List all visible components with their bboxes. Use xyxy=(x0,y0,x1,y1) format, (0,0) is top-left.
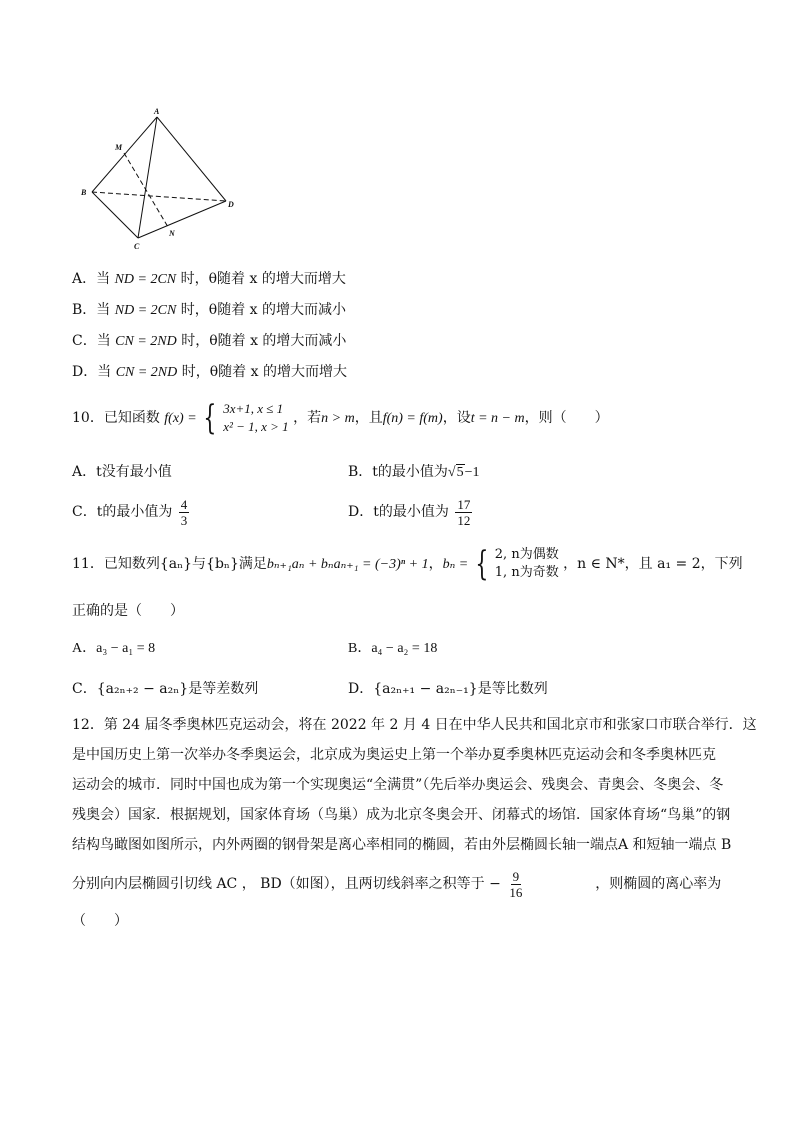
q10-lead: 10．已知函数 xyxy=(72,410,160,426)
q10-case-1: 3x+1, x ≤ 1 xyxy=(223,401,284,416)
q9-option-d-letter: D．当 xyxy=(72,364,112,380)
q10-option-b: B．t的最小值为√5−1 xyxy=(348,464,480,480)
edge-ad xyxy=(157,117,226,201)
q10-option-c xyxy=(72,494,191,530)
q9-option-b-condition: ND = 2CN xyxy=(114,303,177,318)
q11-case-1: 2, n为偶数 xyxy=(494,547,559,562)
q12-line-4: 残奥会）国家．根据规划，国家体育场（鸟巢）成为北京冬奥会开、闭幕式的场馆．国家体育场“鸟巢”的钢 xyxy=(72,807,731,823)
q9-option-a xyxy=(72,270,346,289)
q11-lead: 11．已知数列{aₙ}与{bₙ}满足 xyxy=(72,556,267,572)
q10-stem xyxy=(72,397,609,440)
q10-piecewise xyxy=(223,400,288,436)
q11-relation: bₙ₊₁aₙ + bₙaₙ₊₁ = (−3)ⁿ + 1 xyxy=(266,557,429,572)
q10-cond-1: n > m xyxy=(321,411,355,426)
q11-comma: ， xyxy=(428,556,443,572)
q11-option-d: D．{a₂ₙ₊₁ − a₂ₙ₋₁}是等比数列 xyxy=(348,681,548,697)
q10-option-d xyxy=(348,494,474,530)
q10-case-2: x² − 1, x > 1 xyxy=(223,419,289,434)
q9-option-d xyxy=(72,363,347,382)
label-c: C xyxy=(134,242,140,251)
q10-option-b-tail: −1 xyxy=(464,465,480,480)
q11-bn: bₙ = xyxy=(442,557,469,572)
label-b: B xyxy=(81,188,87,197)
q10-option-d-numerator: 17 xyxy=(457,496,471,512)
q9-option-d-text: 时，θ随着 x 的增大而增大 xyxy=(181,364,347,380)
q10-option-c-fraction xyxy=(179,497,190,528)
q9-option-c-text: 时，θ随着 x 的增大而减小 xyxy=(181,333,347,349)
q11-option-a: A．a₃ − a₁ = 8 xyxy=(72,641,156,656)
label-d: D xyxy=(228,200,234,209)
label-m: M xyxy=(115,143,123,152)
edge-bc xyxy=(92,192,138,238)
q11-option-c: C．{a₂ₙ₊₂ − a₂ₙ}是等差数列 xyxy=(72,681,259,697)
tetrahedron-figure xyxy=(0,0,794,260)
q12-line-6-text: 分别向内层椭圆引切线 AC ， BD（如图），且两切线斜率之积等于 − xyxy=(72,876,501,892)
q11-brace: { xyxy=(475,544,488,584)
edge-bd-hidden xyxy=(92,192,226,201)
q10-option-c-denominator: 3 xyxy=(180,512,188,528)
q9-option-a-letter: A．当 xyxy=(72,271,111,287)
segment-mn-hidden xyxy=(124,153,168,227)
q12-line-1: 12．第 24 届冬季奥林匹克运动会，将在 2022 年 2 月 4 日在中华人民共和国北京市和张家口市联合举行．这 xyxy=(72,717,757,733)
q10-option-c-numerator: 4 xyxy=(180,496,188,512)
q12-line-6-tail: ，则椭圆的离心率为 xyxy=(595,876,722,892)
q11-piecewise xyxy=(495,546,559,582)
q10-brace: { xyxy=(203,398,217,438)
q9-option-b xyxy=(72,301,346,320)
q10-option-d-text: D．t的最小值为 xyxy=(348,504,449,520)
q11-stem xyxy=(72,543,743,586)
q9-option-a-text: 时，θ随着 x 的增大而增大 xyxy=(180,271,346,287)
q12-denominator: 16 xyxy=(509,884,523,900)
q9-option-c-letter: C．当 xyxy=(72,333,111,349)
q10-text-2: ，且 xyxy=(354,410,383,426)
q11-option-b: B．a₄ − a₂ = 18 xyxy=(348,641,438,656)
q9-option-b-letter: B．当 xyxy=(72,302,111,318)
q9-option-d-condition: CN = 2ND xyxy=(115,365,178,380)
q12-numerator: 9 xyxy=(512,868,520,884)
q11-case-2: 1, n为奇数 xyxy=(494,565,559,580)
edge-cd xyxy=(138,201,226,238)
q9-option-c xyxy=(72,332,346,351)
q10-cond-2: f(n) = f(m) xyxy=(382,411,443,426)
q11-line-2: 正确的是（ ） xyxy=(72,603,184,619)
q10-option-d-fraction xyxy=(455,497,472,528)
q10-tail: ，则（ ） xyxy=(524,410,609,426)
q12-line-6 xyxy=(72,864,721,904)
q10-cond-3: t = n − m xyxy=(470,411,525,426)
q11-tail: ，n ∈ N*，且 a₁ = 2，下列 xyxy=(563,556,743,572)
q10-option-a: A．t没有最小值 xyxy=(72,464,172,480)
q9-option-b-text: 时，θ随着 x 的增大而减小 xyxy=(180,302,347,318)
q12-line-2: 是中国历史上第一次举办冬季奥运会，北京成为奥运史上第一个举办夏季奥林匹克运动会和冬季奥林匹克 xyxy=(72,747,716,763)
q10-function-name: f(x) = xyxy=(164,411,197,426)
label-n: N xyxy=(169,229,175,238)
q10-text-3: ，设 xyxy=(442,410,471,426)
label-a: A xyxy=(154,107,160,116)
q12-line-7: （ ） xyxy=(72,913,128,929)
q10-option-c-text: C．t的最小值为 xyxy=(72,504,173,520)
q10-text-1: ，若 xyxy=(293,410,322,426)
q9-option-c-condition: CN = 2ND xyxy=(115,334,177,349)
q12-line-5: 结构鸟瞰图如图所示，内外两圈的钢骨架是离心率相同的椭圆，若由外层椭圆长轴一端点A 和短轴一端点 B xyxy=(72,837,732,853)
q9-option-a-condition: ND = 2CN xyxy=(114,272,177,287)
q12-line-3: 运动会的城市．同时中国也成为第一个实现奥运“全满贯”（先后举办奥运会、残奥会、青奥会、冬奥会、冬 xyxy=(72,777,724,793)
q12-fraction xyxy=(507,869,524,900)
q10-option-d-denominator: 12 xyxy=(457,512,471,528)
q10-option-b-text: B．t的最小值为 xyxy=(348,464,448,480)
q10-option-b-radicand: 5 xyxy=(456,465,464,480)
